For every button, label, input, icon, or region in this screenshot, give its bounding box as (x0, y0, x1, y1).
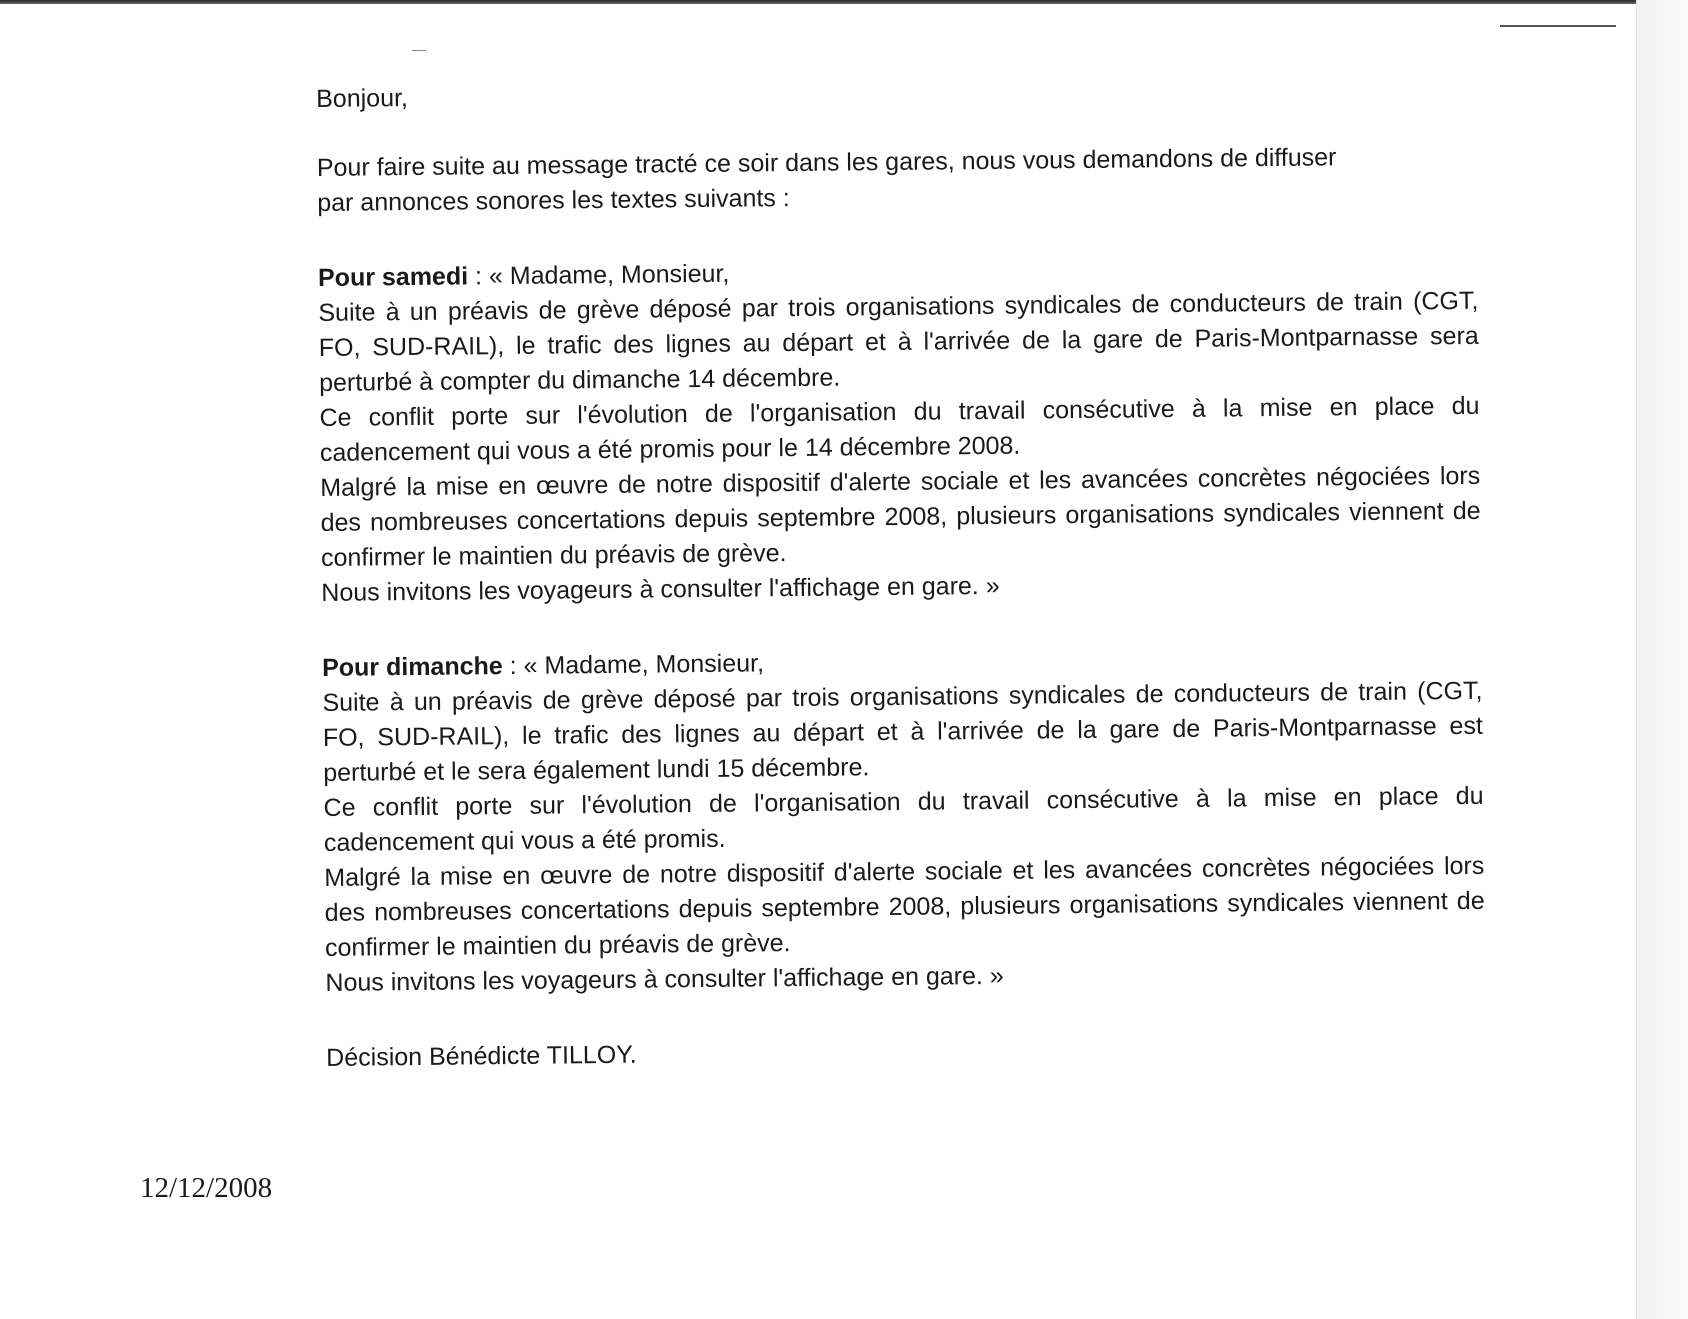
sunday-opening: : « Madame, Monsieur, (502, 649, 765, 681)
scan-right-edge (1636, 0, 1688, 1319)
announcement-line: Suite à un préavis de grève déposé par trois organisations syndicales de conducteurs de train (CGT, (322, 676, 1483, 717)
announcement-line: des nombreuses concertations depuis septembre 2008, plusieurs organisations syndicales viennent de (320, 496, 1481, 537)
letter-body (316, 70, 1486, 1076)
announcement-line: FO, SUD-RAIL), le trafic des lignes au départ et à l'arrivée de la gare de Paris-Montparnasse sera (318, 321, 1479, 362)
announcement-line: perturbé à compter du dimanche 14 décembre. (319, 363, 841, 397)
announcement-line: Malgré la mise en œuvre de notre dispositif d'alerte sociale et les avancées concrètes négociées lors (320, 461, 1481, 502)
greeting: Bonjour, (316, 84, 409, 113)
intro-paragraph (317, 139, 1478, 221)
announcement-line: des nombreuses concertations depuis septembre 2008, plusieurs organisations syndicales viennent de (324, 886, 1485, 927)
announcement-line: Malgré la mise en œuvre de notre dispositif d'alerte sociale et les avancées concrètes négociées lors (324, 851, 1485, 892)
scan-rule-mark (1500, 25, 1616, 27)
saturday-announcement (318, 249, 1482, 611)
document-date: 12/12/2008 (140, 1172, 273, 1204)
announcement-line: FO, SUD-RAIL), le trafic des lignes au départ et à l'arrivée de la gare de Paris-Montparnasse est (322, 711, 1483, 752)
announcement-line: Nous invitons les voyageurs à consulter l'affichage en gare. » (321, 571, 1000, 607)
announcement-line: Ce conflit porte sur l'évolution de l'organisation du travail consécutive à la mise en place du (319, 391, 1480, 432)
scan-dash-mark (412, 50, 426, 51)
announcement-line: cadencement qui vous a été promis pour le 14 décembre 2008. (319, 431, 1021, 467)
intro-line: par annonces sonores les textes suivants : (317, 184, 790, 217)
saturday-opening: : « Madame, Monsieur, (467, 259, 730, 291)
announcement-line: Nous invitons les voyageurs à consulter l'affichage en gare. » (325, 961, 1004, 997)
scan-top-edge (0, 0, 1688, 4)
intro-line: Pour faire suite au message tracté ce soir dans les gares, nous vous demandons de diffuser (316, 143, 1337, 182)
announcement-line: confirmer le maintien du préavis de grève. (320, 539, 787, 572)
announcement-line: Ce conflit porte sur l'évolution de l'organisation du travail consécutive à la mise en place du (323, 781, 1484, 822)
announcement-line: perturbé et le sera également lundi 15 décembre. (323, 753, 870, 787)
saturday-label: Pour samedi (317, 262, 469, 292)
announcement-line: Suite à un préavis de grève déposé par trois organisations syndicales de conducteurs de train (CGT, (318, 286, 1479, 327)
announcement-line: confirmer le maintien du préavis de grève. (324, 929, 791, 962)
sunday-label: Pour dimanche (321, 652, 503, 682)
sunday-announcement (322, 639, 1486, 1001)
signature: Décision Bénédicte TILLOY. (326, 1040, 637, 1072)
announcement-line: cadencement qui vous a été promis. (323, 824, 726, 857)
